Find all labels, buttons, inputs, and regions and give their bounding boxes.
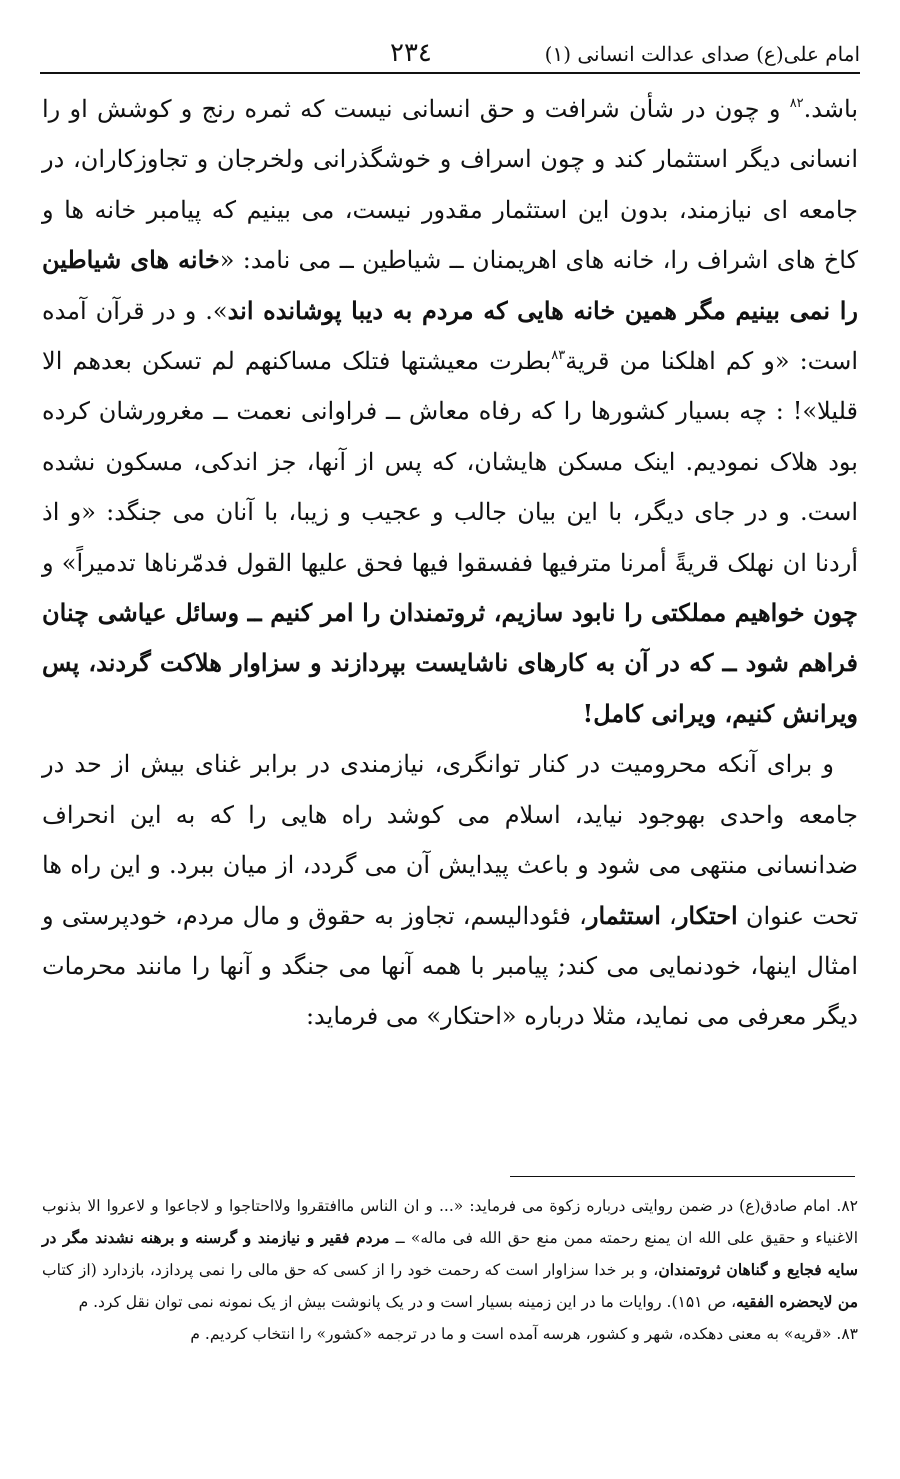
text-run: ، و بر خدا سزاوار است که رحمت خود را از کسی که حق مالی را نمی پردازد، بازدارد (از کتاب xyxy=(42,1261,659,1279)
paragraph-2 xyxy=(42,739,858,1041)
text-run: ۸۲. امام صادق(ع) در ضمن روایتی درباره زکوة می فرماید: «... و ان الناس ماافتقروا ولااحتاجوا و لاجاعوا و لاعروا الا بذنوب الاغنیاء و حقیق علی الله ان یمنع رحمته ممن منع حق الله فی ماله» ــ xyxy=(42,1197,859,1247)
footnote-rule xyxy=(510,1176,855,1177)
text-run: و چون در شأن شرافت و حق انسانی نیست که ثمره رنج و کوشش او را انسانی دیگر استثمار کند و چون اسراف و خوشگذرانی ولخرجان و تجاوزکاران، در جامعه ای نیازمند، بدون این استثمار مقدور نیست، می بینیم که پیامبر خانه ها و کاخ های اشراف را، خانه های اهریمنان ــ شیاطین ــ می نامد: « xyxy=(42,95,859,275)
page-number: ۲۳٤ xyxy=(390,38,432,68)
paragraph-1 xyxy=(42,84,858,739)
text-run: ، ص ۱۵۱). روایات ما در این زمینه بسیار است و در یک پانوشت بیش از یک نمونه نمی توان نقل کرد. م xyxy=(78,1293,737,1311)
bold-run: استثمار xyxy=(586,900,661,930)
bold-run: چون خواهیم مملکتی را نابود سازیم، ثروتمندان را امر کنیم ــ وسائل عیاشی چنان فراهم شود ــ که در آن به کارهای ناشایست بپردازند و سزاوار هلاکت گردند، پس ویرانش کنیم، ویرانی کامل! xyxy=(42,598,858,728)
footnote-ref-83[interactable]: ۸۳ xyxy=(551,348,566,364)
text-run: ، xyxy=(660,901,677,930)
footnotes xyxy=(42,1190,858,1350)
footnote-ref-82[interactable]: ۸۲ xyxy=(789,96,804,111)
text-run: ، فئودالیسم، تجاوز به حقوق و مال مردم، خودپرستی و امثال اینها، خودنمایی می کند; پیامبر با همه آنها می جنگد و آنها را مانند محرمات دیگر معرفی می نماید، مثلا درباره «احتکار» می فرماید: xyxy=(42,901,858,1031)
footnote-83: ۸۳. «قریه» به معنی دهکده، شهر و کشور، هرسه آمده است و ما در ترجمه «کشور» را انتخاب کردیم. م xyxy=(190,1325,858,1343)
text-run: بطرت معیشتها فتلک مساکنهم لم تسکن بعدهم الا قلیلا»! : چه بسیار کشورها را که رفاه معاش ــ فراوانی نعمت ــ مغرورشان کرده بود هلاک نمودیم. اینک مسکن هایشان، که پس از آنها، جز اندکی، مسکون نشده است. و در جای دیگر، با این بیان جالب و عجیب و زیبا، با آنان می جنگد: «و اذ أردنا ان نهلک قریةً أمرنا مترفیها ففسقوا فیها فحق علیها القول فدمّرناها تدمیراً» و xyxy=(42,347,858,577)
text-run: باشد. xyxy=(803,95,858,123)
text-run: و برای آنکه محرومیت در کنار توانگری، نیازمندی در برابر غنای بیش از حد در جامعه واحدی بهوجود نیاید، اسلام می کوشد راه هایی را که به این انحراف ضدانسانی منتهی می شود و باعث پیدایش آن می گردد، از میان ببرد. و این راه ها تحت عنوان xyxy=(42,750,859,930)
bold-run: مردم فقیر و نیازمند و گرسنه و برهنه نشدند مگر در سایه فجایع و گناهان ثروتمندان xyxy=(42,1228,858,1279)
text-run: ». و در قرآن آمده است: «و کم اهلکنا من قریة xyxy=(42,296,858,376)
page-header xyxy=(40,28,860,72)
footnote-82 xyxy=(42,1190,858,1318)
main-text xyxy=(42,84,858,1042)
running-title: امام علی(ع) صدای عدالت انسانی (۱) xyxy=(544,42,860,66)
bold-run: احتکار xyxy=(676,900,738,930)
bold-run: من لایحضره الفقیه xyxy=(736,1292,858,1311)
bold-run: خانه های شیاطین را نمی بینیم مگر همین خانه هایی که مردم به دیبا پوشانده اند xyxy=(42,245,858,325)
header-rule xyxy=(40,72,860,74)
